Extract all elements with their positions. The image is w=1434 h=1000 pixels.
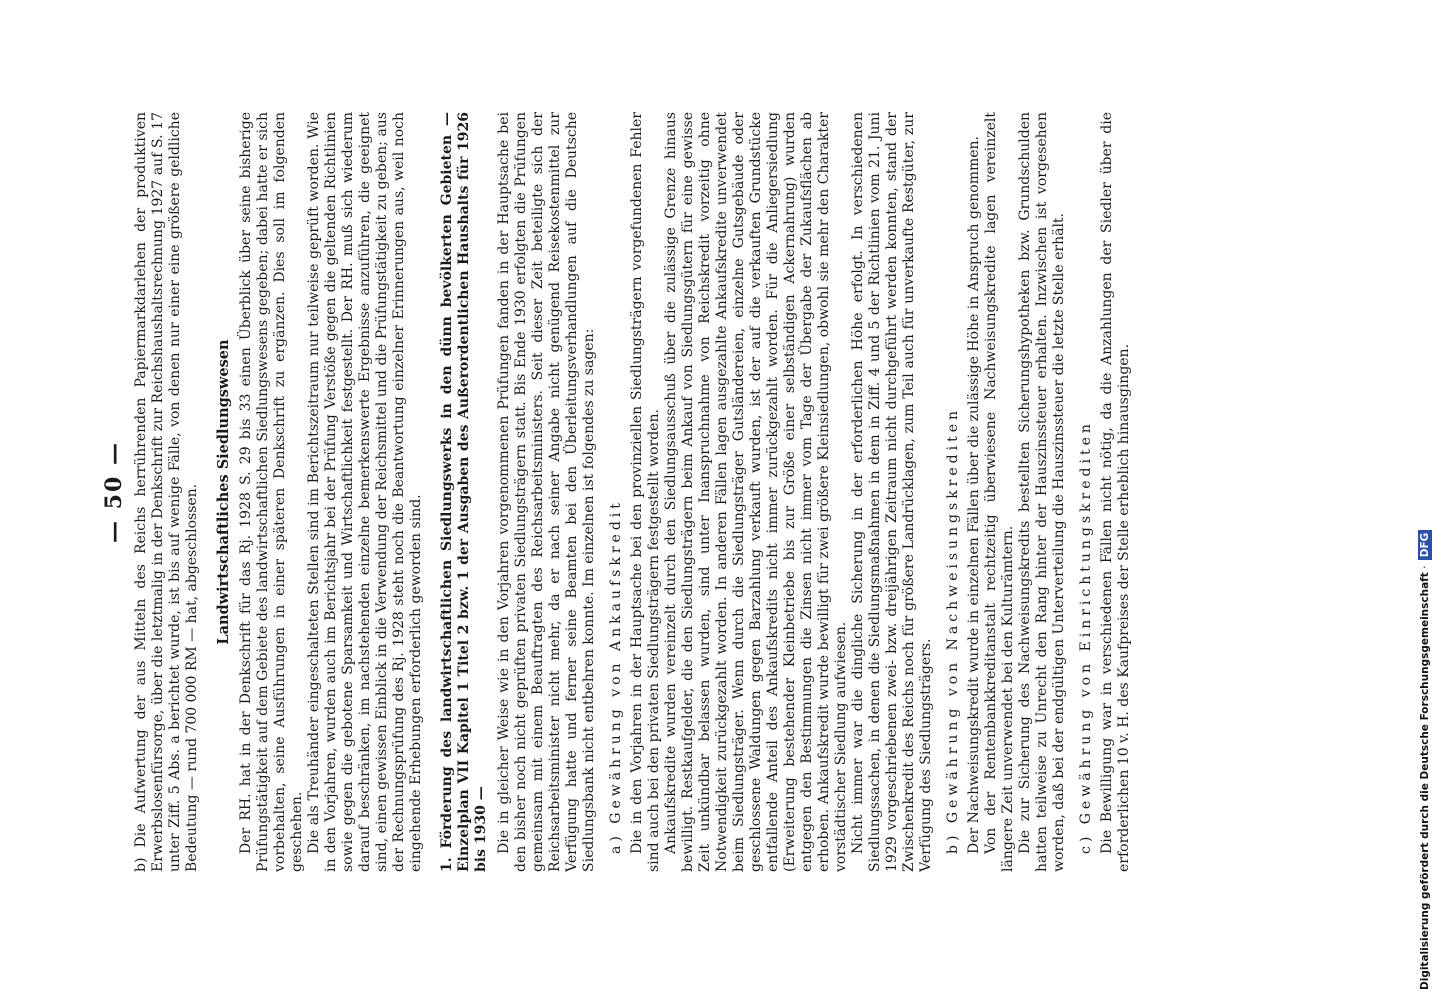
page-content [101, 112, 1133, 872]
paragraph-b-2: Von der Rentenbankkreditanstalt rechtzeitig überwiesene Nachweisungskredite lagen vereinzelt längere Zeit unverwendet bei den Kulturämtern. [983, 112, 1016, 872]
paragraph-section-1: Die in gleicher Weise wie in den Vorjahren vorgenommenen Prüfungen fanden in der Hauptsache bei den bisher noch nicht geprüften privaten Siedlungsträgern statt. Bis Ende 1930 erfolgten die Prüfungen gemeinsam mit einem Beauftragten des Reichsarbeitsministers. Seit dieser Zeit beteiligte sich der Reichsarbeitsminister nicht mehr, da er nach seiner Angabe nicht genügend Reisekostenmittel zur Verfügung hatte und ferner seine Beamten bei den Überleitungsverhandlungen auf die Deutsche Siedlungsbank nicht entbehren konnte. Im einzelnen ist folgendes zu sagen: [496, 112, 597, 872]
paragraph-c-1: Die Bewilligung war in verschiedenen Fällen nicht nötig, da die Anzahlungen der Siedler über die erforderlichen 10 v. H. des Kaufpreises der Stelle erheblich hinausgingen. [1099, 112, 1132, 872]
subheading-b: b) Gewährung von Nachweisungskrediten [945, 406, 961, 854]
digitization-credit: Digitalisierung gefördert durch die Deutsche Forschungsgemeinschaft · DFG [1418, 10, 1432, 990]
subheading-a: a) Gewährung von Ankaufskredit [608, 499, 624, 854]
dfg-logo-badge: DFG [1418, 530, 1432, 561]
paragraph-b-3: Die zur Sicherung des Nachweisungskredits bestellten Sicherungshypotheken bzw. Grundschulden hatten teilweise zu Unrecht den Rang hinter der Hauszinssteuer erhalten. Inzwischen ist vorgesehen worden, daß bei der endgültigen Unterverteilung die Hauszinssteuer die letzte Stelle erhält. [1017, 112, 1067, 872]
paragraph-a-2: Ankaufskredite wurden vereinzelt durch den Siedlungsausschuß über die zulässige Grenze hinaus bewilligt. Restkaufgelder, die den Siedlungsträgern beim Ankauf von Siedlungsgütern für eine gewisse Zeit unkündbar belassen wurden, sind unter Inanspruchnahme von Reichskredit vorzeitig ohne Notwendigkeit zurückgezahlt worden. In anderen Fällen lagen ausgezahlte Ankaufskredite unverwendet beim Siedlungsträger. Wenn durch die Siedlungsträger Gutsländereien, einzelne Gutsgebäude oder geschlossene Waldungen gegen Barzahlung verkauft wurden, ist der auf die verkauften Grundstücke entfallende Anteil des Ankaufskredits nicht immer zurückgezahlt worden. Für die Anliegersiedlung (Erweiterung bestehender Kleinbetriebe bis zur Größe einer selbständigen Ackernahrung) wurden entgegen den Bestimmungen die Zinsen nicht immer vom Tage der Übergabe der Zukaufsflächen ab erhoben. Ankaufskredit wurde bewilligt für zwei größere Kleinsiedlungen, obwohl sie mehr den Charakter vorstädtischer Siedlung aufwiesen. [663, 112, 849, 872]
heading-siedlungswesen: Landwirtschaftliches Siedlungswesen [215, 339, 232, 645]
paragraph-a-1: Die in den Vorjahren in der Hauptsache bei den provinziellen Siedlungsträgern vorgefundenen Fehler sind auch bei den privaten Siedlungsträgern festgestellt worden. [629, 112, 662, 872]
paragraph-intro-b: b) Die Aufwertung der aus Mitteln des Reichs herrührenden Papiermarkdarlehen der produktiven Erwerbslosenfürsorge, über die letztmalig in der Denkschrift zur Reichshaushaltsrechnung 1927 auf S. 17 unter Ziff. 5 Abs. a berichtet wurde, ist bis auf wenige Fälle, von denen nur einer eine größere geldliche Bedeutung — rund 700 000 RM — hat, abgeschlossen. [133, 112, 200, 872]
heading-section-1: 1. Förderung des landwirtschaftlichen Siedlungswerks in den dünn bevölkerten Gebieten — Einzelplan VII Kapitel 1 Titel 2 bzw. 1 der Ausgaben des Außerordentlichen Haushalts für 1926 bis 1930 — [439, 112, 489, 872]
credit-label: Digitalisierung gefördert durch die Deutsche Forschungsgemeinschaft [1419, 572, 1431, 990]
paragraph-a-3: Nicht immer war die dingliche Sicherung in der erforderlichen Höhe erfolgt. In verschiedenen Siedlungssachen, in denen die Siedlungsmaßnahmen in dem in Ziff. 4 und 5 der Richtlinien vom 21. Juni 1929 vorgeschriebenen zwei- bzw. dreijährigen Zeitraum nicht durchgeführt werden konnten, stand der Zwischenkredit des Reichs noch für größere Landrücklagen, zum Teil auch für unverkaufte Restgüter, zur Verfügung des Siedlungsträgers. [850, 112, 934, 872]
paragraph-siedlung-2: Die als Treuhänder eingeschalteten Stellen sind im Berichtszeitraum nur teilweise geprüft worden. Wie in den Vorjahren, wurden auch im Berichtsjahr bei der Prüfung Verstöße gegen die geltenden Richtlinien sowie gegen die gebotene Sparsamkeit und Wirtschaftlichkeit festgestellt. Der RH. muß sich wiederum darauf beschränken, im nachstehenden einzelne bemerkenswerte Ergebnisse anzuführen, die geeignet sind, einen gewissen Einblick in die Verwendung der Reichsmittel und die Prüfungstätigkeit zu geben; aus der Rechnungsprüfung des Rj. 1928 steht noch die Beantwortung einzelner Erinnerungen aus, weil noch eingehende Erhebungen erforderlich geworden sind. [306, 112, 424, 872]
paragraph-b-1: Der Nachweisungskredit wurde in einzelnen Fällen über die zulässige Höhe in Anspruch genommen. [966, 136, 982, 854]
subheading-c: c) Gewährung von Einrichtungskrediten [1078, 420, 1094, 854]
paragraph-siedlung-1: Der RH. hat in der Denkschrift für das Rj. 1928 S. 29 bis 33 einen Überblick über seine bisherige Prüfungstätigkeit auf dem Gebiete des landwirtschaftlichen Siedlungswesens gegeben; dabei hatte er sich vorbehalten, seine Ausführungen in einer späteren Denkschrift zu ergänzen. Dies soll im folgenden geschehen. [238, 112, 305, 872]
page-number: — 50 — [101, 441, 127, 543]
